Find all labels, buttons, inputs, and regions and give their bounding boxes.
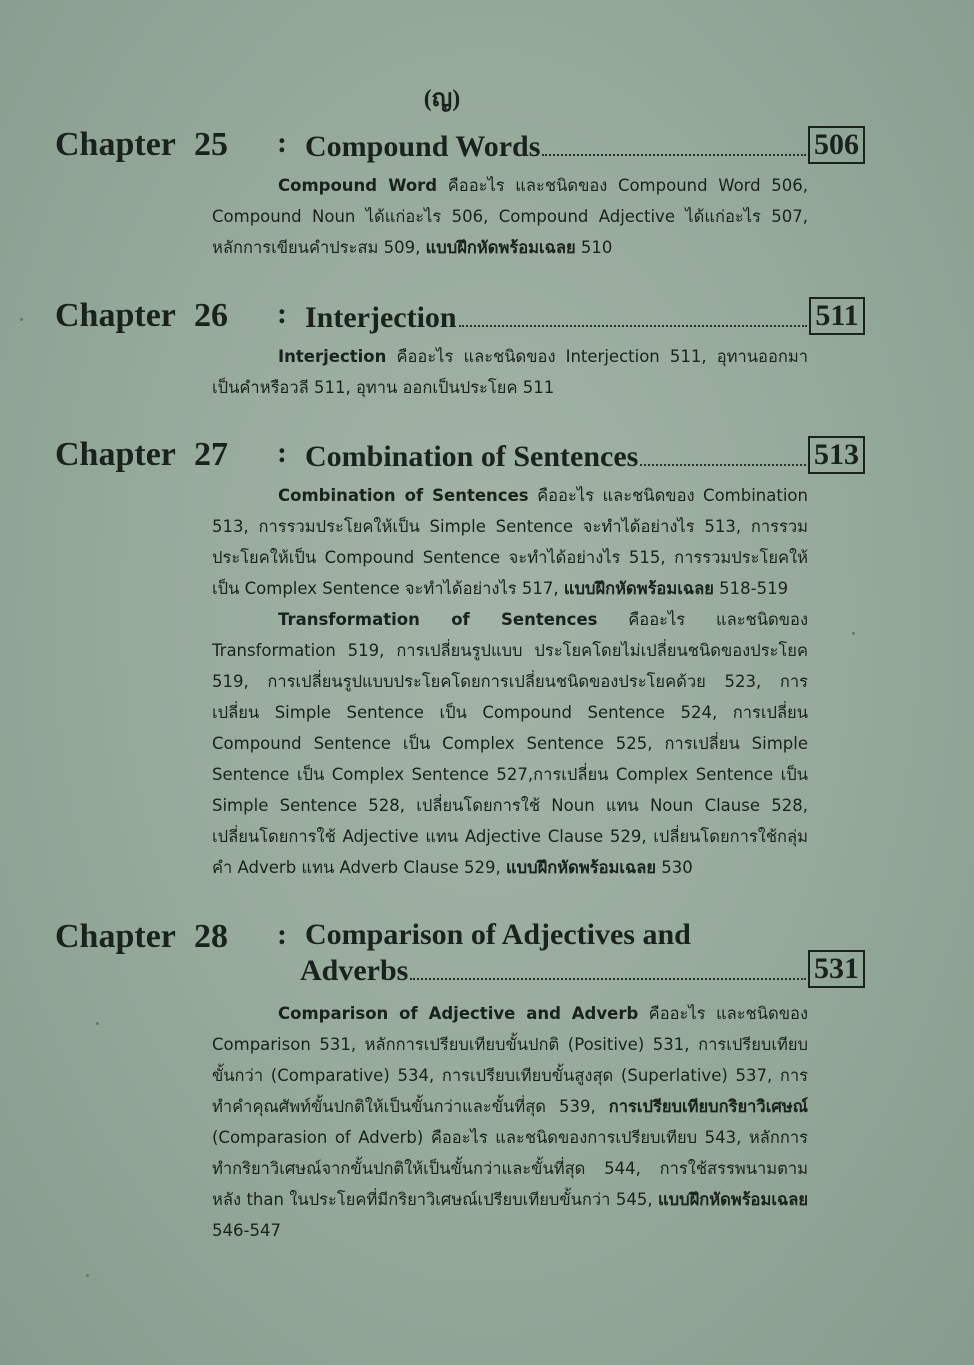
chapter-heading: [55, 126, 865, 168]
paper-speck: [852, 632, 855, 635]
summary-text: 510: [575, 238, 613, 257]
chapter-summary: [212, 170, 808, 263]
paper-speck: [96, 1022, 99, 1025]
dot-leader: [542, 154, 806, 156]
chapter-summary: [212, 998, 808, 1246]
summary-paragraph: [212, 480, 808, 604]
chapter-heading: [55, 436, 865, 478]
chapter-heading: [55, 297, 865, 339]
chapter-entry: [55, 918, 865, 1240]
chapter-entry: [55, 126, 865, 257]
chapter-heading: [55, 918, 865, 992]
summary-bold-text: แบบฝึกหัดพร้อมเฉลย: [506, 858, 657, 877]
summary-paragraph: [212, 341, 808, 403]
summary-bold-text: การเปรียบเทียบกริยาวิเศษณ์: [608, 1097, 808, 1116]
summary-bold-text: แบบฝึกหัดพร้อมเฉลย: [563, 579, 714, 598]
chapter-title-row: [300, 950, 865, 988]
chapter-label: Chapter: [55, 918, 176, 955]
summary-text: คืออะไร และชนิดของ Combination 513, การรวมประโยคให้เป็น Simple Sentence จะทำได้อย่างไร 513, การรวมประโยคให้เป็น Compound Sentence จะทำได้อย่างไร 515, การรวมประโยคให้เป็น Complex Sentence จะทำได้อย่างไร 517,: [212, 486, 808, 598]
chapter-title-line-2: Adverbs: [300, 954, 409, 987]
summary-bold-text: Transformation of Sentences: [278, 610, 598, 629]
chapter-number: 27: [194, 436, 228, 473]
summary-text: คืออะไร และชนิดของ Transformation 519, การเปลี่ยนรูปแบบ ประโยคโดยไม่เปลี่ยนชนิดของประโยค 519, การเปลี่ยนรูปแบบประโยคโดยการเปลี่ยนชนิดของประโยคด้วย 523, การเปลี่ยน Simple Sentence เป็น Compound Sentence 524, การเปลี่ยน Compound Sentence เป็น Complex Sentence 525, การเปลี่ยน Simple Sentence เป็น Complex Sentence 527,การเปลี่ยน Complex Sentence เป็น Simple Sentence 528, เปลี่ยนโดยการใช้ Noun แทน Noun Clause 528, เปลี่ยนโดยการใช้ Adjective แทน Adjective Clause 529, เปลี่ยนโดยการใช้กลุ่มคำ Adverb แทน Adverb Clause 529,: [212, 610, 808, 877]
summary-paragraph: [212, 604, 808, 883]
chapter-page-number: 506: [808, 126, 865, 164]
chapter-title: Interjection: [305, 301, 457, 334]
summary-text: 518-519: [713, 579, 789, 598]
summary-bold-text: แบบฝึกหัดพร้อมเฉลย: [425, 238, 576, 257]
chapter-entry: [55, 297, 865, 397]
chapter-colon: :: [277, 918, 287, 951]
summary-bold-text: Comparison of Adjective and Adverb: [278, 1004, 639, 1023]
summary-text: (Comparasion of Adverb) คืออะไร และชนิดของการเปรียบเทียบ 543, หลักการทำกริยาวิเศษณ์จากขั้นปกติให้เป็นขั้นกว่าและขั้นที่สุด 544, การใช้สรรพนามตามหลัง than ในประโยคที่มีกริยาวิเศษณ์เปรียบเทียบขั้นกว่า 545,: [212, 1128, 808, 1209]
chapter-page-number: 531: [808, 950, 865, 988]
chapter-title: Combination of Sentences: [305, 440, 639, 473]
dot-leader: [640, 464, 806, 466]
chapter-colon: :: [277, 297, 287, 330]
summary-paragraph: [212, 170, 808, 263]
chapter-summary: [212, 341, 808, 403]
dot-leader: [459, 325, 807, 327]
chapter-summary: [212, 480, 808, 883]
dot-leader: [410, 978, 806, 980]
chapter-label: Chapter: [55, 436, 176, 473]
summary-text: คืออะไร และชนิดของ Comparison 531, หลักการเปรียบเทียบขั้นปกติ (Positive) 531, การเปรียบเทียบขั้นกว่า (Comparative) 534, การเปรียบเทียบขั้นสูงสุด (Superlative) 537, การทำคำคุณศัพท์ขั้นปกติให้เป็นขั้นกว่าและขั้นที่สุด 539,: [212, 1004, 808, 1116]
chapter-label: Chapter: [55, 126, 176, 163]
chapter-label: Chapter: [55, 297, 176, 334]
page-number: (ญ): [423, 86, 461, 112]
chapter-colon: :: [277, 436, 287, 469]
summary-bold-text: แบบฝึกหัดพร้อมเฉลย: [657, 1190, 808, 1209]
paper-speck: [20, 318, 23, 321]
chapter-page-number: 513: [808, 436, 865, 474]
summary-text: 546-547: [212, 1221, 281, 1240]
chapter-page-number: 511: [809, 297, 865, 335]
chapter-number: 25: [194, 126, 228, 163]
chapter-title: Compound Words: [305, 130, 541, 163]
chapter-title-line-1: Comparison of Adjectives and: [305, 918, 691, 951]
chapter-entry: [55, 436, 865, 877]
summary-text: คืออะไร และชนิดของ Compound Word 506, Compound Noun ได้แก่อะไร 506, Compound Adjective ได้แก่อะไร 507, หลักการเขียนคำประสม 509,: [212, 176, 808, 257]
summary-bold-text: Interjection: [278, 347, 387, 366]
chapter-colon: :: [277, 126, 287, 159]
summary-text: 530: [656, 858, 693, 877]
paper-speck: [86, 1274, 89, 1277]
chapter-number: 28: [194, 918, 228, 955]
chapter-title-row: [305, 436, 865, 474]
chapter-title-row: [305, 297, 865, 335]
chapter-title-row: [305, 126, 865, 164]
summary-paragraph: [212, 998, 808, 1246]
chapter-number: 26: [194, 297, 228, 334]
summary-text: คืออะไร และชนิดของ Interjection 511, อุทานออกมาเป็นคำหรือวลี 511, อุทาน ออกเป็นประโยค 511: [212, 347, 808, 397]
summary-bold-text: Combination of Sentences: [278, 486, 529, 505]
summary-bold-text: Compound Word: [278, 176, 438, 195]
